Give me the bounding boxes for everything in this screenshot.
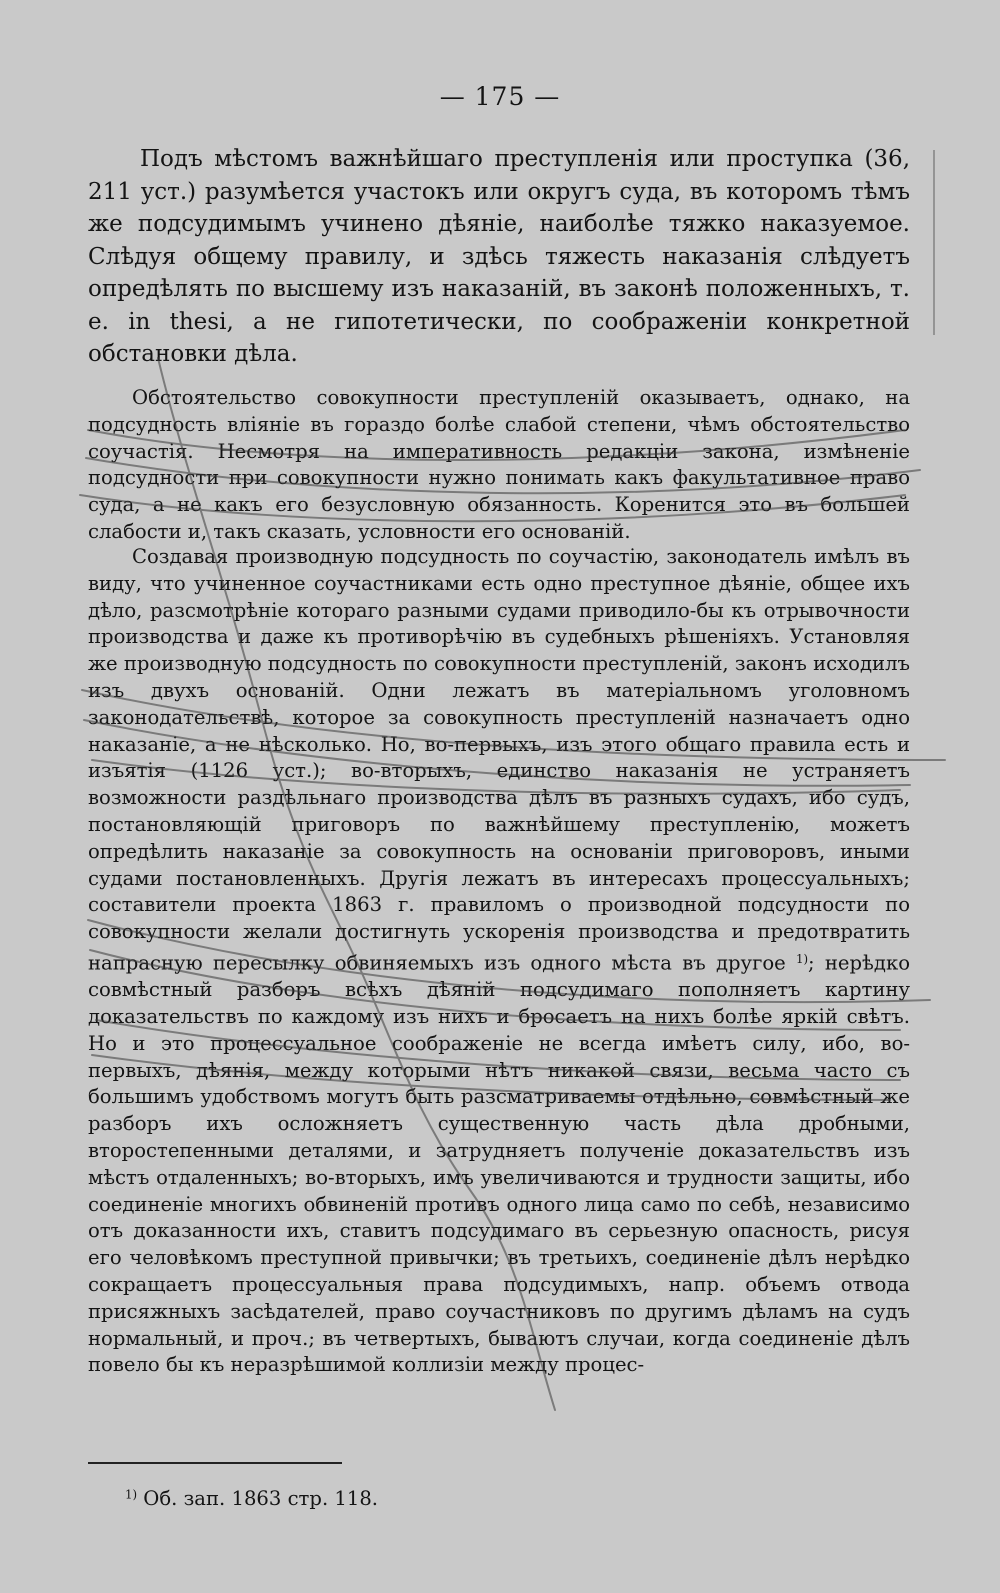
footnote-divider (88, 1462, 342, 1464)
footnote-text: Об. зап. 1863 стр. 118. (137, 1487, 379, 1510)
footnote-marker: 1) (125, 1487, 138, 1502)
margin-pencil-line (933, 150, 935, 335)
paragraph-3 (88, 544, 910, 1379)
paragraph-3-part-1: Создавая производную подсудность по соучастію, законодатель имѣлъ въ виду, что учиненное соучастниками есть одно преступное дѣяніе, общее ихъ дѣло, разсмотрѣніе котораго разными судами приводило-бы къ отрывочности производства и даже къ противорѣчію въ судебныхъ рѣшеніяхъ. Установляя же производную подсудность по совокупности преступленій, законъ исходилъ изъ двухъ основаній. Одни лежатъ въ матеріальномъ уголовномъ законодательствѣ, которое за совокупность преступленій назначаетъ одно наказаніе, а не нѣсколько. Но, во-первыхъ, изъ этого общаго правила есть и изъятія (1126 уст.); во-вторыхъ, единство наказанія не устраняетъ возможности раздѣльнаго производства дѣлъ въ разныхъ судахъ, ибо судъ, постановляющій приговоръ по важнѣйшему преступленію, можетъ опредѣлить наказаніе за совокупность на основаніи приговоровъ, иными судами постановленныхъ. Другія лежатъ въ интересахъ процессуальныхъ; составители проекта 1863 г. правиломъ о производной подсудности по совокупности желали достигнуть ускоренія производства и предотвратить напрасную пересылку обвиняемыхъ изъ одного мѣста въ другое (88, 545, 910, 975)
footnote (125, 1487, 378, 1510)
footnote-reference: 1) (795, 951, 809, 966)
page-number: — 175 — (439, 82, 561, 111)
paragraph-1: Подъ мѣстомъ важнѣйшаго преступленія или проступка (36, 211 уст.) разумѣется участокъ или округъ суда, въ которомъ тѣмъ же подсудимымъ учинено дѣяніе, наиболѣе тяжко наказуемое. Слѣдуя общему правилу, и здѣсь тяжесть наказанія слѣдуетъ опредѣлять по высшему изъ наказаній, въ законѣ положенныхъ, т. е. in thesi, а не гипотетически, по соображеніи конкретной обстановки дѣла. (88, 146, 910, 367)
paragraph-2: Обстоятельство совокупности преступленій оказываетъ, однако, на подсудность вліяніе въ гораздо болѣе слабой степени, чѣмъ обстоятельство соучастія. Несмотря на императивность редакціи закона, измѣненіе подсудности при совокупности нужно понимать какъ факультативное право суда, а не какъ его безусловную обязанность. Коренится это въ большей слабости и, такъ сказать, условности его основаній. (88, 386, 910, 543)
paragraph-3-part-2: ; нерѣдко совмѣстный разборъ всѣхъ дѣяній подсудимаго пополняетъ картину доказательствъ по каждому изъ нихъ и бросаетъ на нихъ болѣе яркій свѣтъ. Но и это процессуальное соображеніе не всегда имѣетъ силу, ибо, во-первыхъ, дѣянія, между которыми нѣтъ никакой связи, весьма часто съ большимъ удобствомъ могутъ быть разсматриваемы отдѣльно, совмѣстный же разборъ ихъ осложняетъ существенную часть дѣла дробными, второстепенными деталями, и затрудняетъ полученіе доказательствъ изъ мѣстъ отдаленныхъ; во-вторыхъ, имъ увеличиваются и трудности защиты, ибо соединеніе многихъ обвиненій противъ одного лица само по себѣ, независимо отъ доказанности ихъ, ставитъ подсудимаго въ серьезную опасность, рисуя его человѣкомъ преступной привычки; въ третьихъ, соединеніе дѣлъ нерѣдко сокращаетъ процессуальныя права подсудимыхъ, напр. объемъ отвода присяжныхъ засѣдателей, право соучастниковъ по другимъ дѣламъ на судъ нормальный, и проч.; въ четвертыхъ, бываютъ случаи, когда соединеніе дѣлъ повело бы къ неразрѣшимой коллизіи между процес- (88, 951, 910, 1377)
